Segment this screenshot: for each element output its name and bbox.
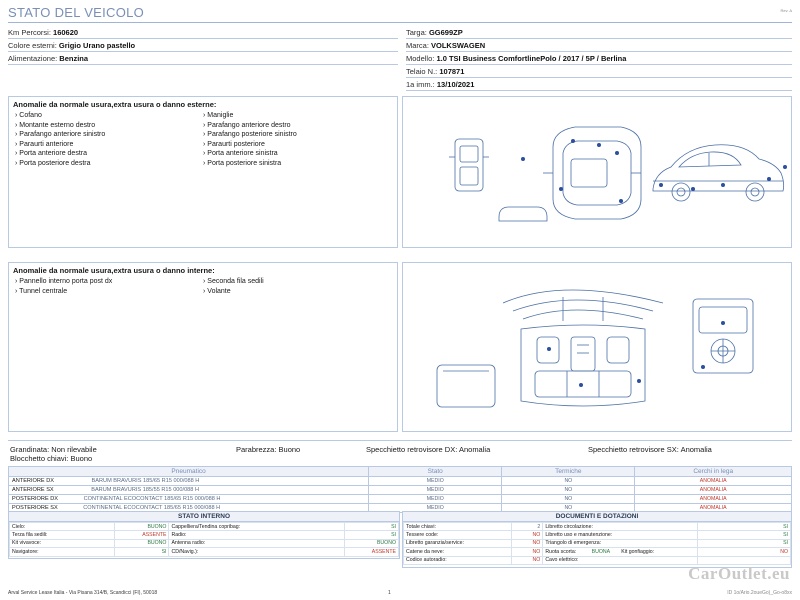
exterior-anomalies-list	[9, 111, 397, 169]
field-value: NO	[512, 556, 543, 564]
stato-interno-title: STATO INTERNO	[9, 512, 399, 522]
field-label: Libretto garanzia/service:	[404, 539, 512, 547]
info-label: Alimentazione:	[8, 54, 58, 63]
tyre-cerchi: ANOMALIA	[635, 495, 792, 504]
field-label: Totale chiavi:	[404, 523, 512, 531]
tyre-position: ANTERIORE DX	[12, 478, 54, 484]
note-value: Buono	[278, 445, 301, 454]
info-value: 1.0 TSI Business ComfortlinePolo / 2017 / 5P / Berlina	[436, 54, 627, 63]
header-divider	[8, 22, 792, 23]
note-value: Non rilevabile	[51, 445, 97, 454]
interior-diagram-svg	[403, 263, 792, 432]
note-specchietto-dx	[366, 445, 490, 454]
table-row	[10, 548, 399, 556]
documenti-title: DOCUMENTI E DOTAZIONI	[403, 512, 791, 522]
field-value: ASSENTE	[115, 531, 169, 539]
info-value: 160620	[53, 28, 79, 37]
field-label: Navigatore:	[10, 548, 115, 556]
field-value: ASSENTE	[344, 548, 398, 556]
exterior-vehicle-diagram	[402, 96, 792, 248]
interior-anomalies-box	[8, 262, 398, 432]
field-value: BUONO	[344, 539, 398, 547]
info-row	[406, 52, 792, 65]
field-value: SI	[698, 539, 791, 547]
table-row	[10, 531, 399, 539]
note-specchietto-sx	[588, 445, 712, 454]
field-label: Libretto circolazione:	[543, 523, 698, 531]
tyre-stato: MEDIO	[369, 495, 502, 504]
field-value: NO	[512, 539, 543, 547]
field-label	[543, 548, 698, 556]
info-label: Targa:	[406, 28, 427, 37]
note-value: Anomalia	[680, 445, 712, 454]
vehicle-info-left	[8, 26, 398, 65]
note-label: Blocchetto chiavi:	[10, 454, 69, 463]
info-value: Grigio Urano pastello	[58, 41, 136, 50]
note-label: Parabrezza:	[236, 445, 277, 454]
page-title: STATO DEL VEICOLO	[8, 5, 145, 20]
info-value: VOLKSWAGEN	[431, 41, 486, 50]
field-value: BUONO	[115, 539, 169, 547]
table-row	[9, 486, 792, 495]
tyre-spec: BARUM BRAVURIS 185/65 R15 000/088 H	[91, 478, 200, 484]
tyre-spec: BARUM BRAVURIS 185/55 R15 000/088 H	[91, 487, 200, 493]
note-parabrezza	[236, 445, 300, 454]
col-termiche: Termiche	[502, 467, 635, 477]
info-row	[8, 39, 398, 52]
table-row	[10, 539, 399, 547]
field-label: Cavo elettrico:	[543, 556, 698, 564]
footer-doc-id: ID 1o/Ario.2oueGo)_Go-o8xx	[727, 590, 792, 596]
list-item: › Montante esterno destro	[15, 121, 203, 131]
tyre-termiche: NO	[502, 477, 635, 486]
field-label: Antenna radio:	[169, 539, 344, 547]
tyre-cerchi: ANOMALIA	[635, 504, 792, 513]
header	[8, 4, 792, 22]
col-cerchi: Cerchi in lega	[635, 467, 792, 477]
tyre-stato: MEDIO	[369, 477, 502, 486]
tyre-stato: MEDIO	[369, 504, 502, 513]
note-label: Specchietto retrovisore DX:	[366, 445, 458, 454]
interior-vehicle-diagram	[402, 262, 792, 432]
info-value: 13/10/2021	[436, 80, 475, 89]
field-value: SI	[115, 548, 169, 556]
note-value: Buono	[70, 454, 93, 463]
vehicle-info-right	[406, 26, 792, 91]
field-label: Cielo:	[10, 523, 115, 531]
info-row	[8, 52, 398, 65]
tyre-termiche: NO	[502, 495, 635, 504]
field-value: SI	[344, 523, 398, 531]
exterior-diagram-svg	[403, 97, 792, 248]
field-label: Tessere code:	[404, 531, 512, 539]
field-label: Kit vivavoce:	[10, 539, 115, 547]
list-item: › Volante	[203, 287, 391, 297]
info-label: Modello:	[406, 54, 435, 63]
table-row	[404, 539, 791, 547]
note-label: Grandinata:	[10, 445, 50, 454]
table-row	[404, 523, 791, 531]
info-row	[406, 39, 792, 52]
col-pneumatico: Pneumatico	[9, 467, 369, 477]
list-item: › Parafango anteriore destro	[203, 121, 391, 131]
field-label: Libretto uso e manutenzione:	[543, 531, 698, 539]
field-label: CD/Navig.):	[169, 548, 344, 556]
table-row	[10, 523, 399, 531]
tyre-stato: MEDIO	[369, 486, 502, 495]
footer-left: Arval Service Lease Italia - Via Pisana 314/B, Scandicci (FI), 50018	[8, 590, 158, 596]
field-value: NO	[698, 548, 791, 556]
info-value: 107871	[439, 67, 465, 76]
table-row	[9, 495, 792, 504]
col-stato: Stato	[369, 467, 502, 477]
tyre-spec: CONTINENTAL ECOCONTACT 185/65 R15 000/088 H	[83, 505, 221, 511]
info-label: Marca:	[406, 41, 429, 50]
info-row	[406, 65, 792, 78]
tyre-termiche: NO	[502, 486, 635, 495]
tyre-cell	[9, 477, 369, 486]
tyre-position: POSTERIORE SX	[12, 505, 58, 511]
footer	[8, 590, 792, 596]
list-item: › Pannello interno porta post dx	[15, 277, 203, 287]
list-item: › Tunnel centrale	[15, 287, 203, 297]
tyre-cell	[9, 495, 369, 504]
tyre-cell	[9, 486, 369, 495]
field-label-text: Ruota scorta:	[545, 548, 577, 555]
list-item: › Porta anteriore sinistra	[203, 149, 391, 159]
page-number: 1	[388, 590, 391, 596]
tyres-table	[8, 466, 792, 513]
list-item: › Cofano	[15, 111, 203, 121]
list-item: › Porta posteriore sinistra	[203, 159, 391, 169]
list-item: › Parafango anteriore sinistro	[15, 130, 203, 140]
list-item: › Porta anteriore destra	[15, 149, 203, 159]
field-value: NO	[512, 531, 543, 539]
list-item: › Maniglie	[203, 111, 391, 121]
tyre-cerchi: ANOMALIA	[635, 486, 792, 495]
documenti-dotazioni-panel	[402, 511, 792, 568]
list-item: › Parafango posteriore sinistro	[203, 130, 391, 140]
field-label: Catene da neve:	[404, 548, 512, 556]
stato-interno-panel	[8, 511, 400, 559]
field-value: 2	[512, 523, 543, 531]
field-value: BUONO	[115, 523, 169, 531]
info-label: Telaio N.:	[406, 67, 438, 76]
table-header-row	[9, 467, 792, 477]
tyre-spec: CONTINENTAL ECOCONTACT 185/65 R15 000/088 H	[83, 496, 221, 502]
field-label: Triangolo di emergenza:	[543, 539, 698, 547]
info-label: Colore esterni:	[8, 41, 57, 50]
info-label: 1a imm.:	[406, 80, 435, 89]
info-value: GG699ZP	[428, 28, 463, 37]
field-label: Radio:	[169, 531, 344, 539]
note-grandinata	[10, 445, 97, 454]
table-row	[404, 548, 791, 556]
info-row	[8, 26, 398, 39]
vehicle-info	[8, 26, 792, 89]
list-item: › Seconda fila sedili	[203, 277, 391, 287]
list-item: › Paraurti posteriore	[203, 140, 391, 150]
info-row	[406, 78, 792, 91]
field-value: NO	[512, 548, 543, 556]
field-value-inline: BUONA	[591, 548, 610, 555]
tyre-cerchi: ANOMALIA	[635, 477, 792, 486]
interior-anomalies-title: Anomalie da normale usura,extra usura o danno interne:	[13, 266, 215, 275]
tyre-position: POSTERIORE DX	[12, 496, 59, 502]
exterior-anomalies-title: Anomalie da normale usura,extra usura o danno esterne:	[13, 100, 217, 109]
tyre-position: ANTERIORE SX	[12, 487, 54, 493]
list-item: › Porta posteriore destra	[15, 159, 203, 169]
list-item: › Paraurti anteriore	[15, 140, 203, 150]
table-row	[404, 531, 791, 539]
tyre-termiche: NO	[502, 504, 635, 513]
field-label: Cappelliera/Tendina copribag:	[169, 523, 344, 531]
field-value: SI	[698, 531, 791, 539]
field-label: Terza fila sedili:	[10, 531, 115, 539]
field-value: SI	[344, 531, 398, 539]
watermark: CarOutlet.eu	[688, 564, 790, 583]
table-row	[9, 477, 792, 486]
interior-anomalies-list	[9, 277, 397, 296]
revision-label: Rev. A	[780, 8, 792, 13]
note-blocchetto-chiavi	[10, 454, 92, 463]
field-label-secondary: Kit gonfiaggio:	[621, 548, 655, 555]
info-row	[406, 26, 792, 39]
note-value: Anomalia	[458, 445, 491, 454]
field-label: Codice autoradio:	[404, 556, 512, 564]
note-label: Specchietto retrovisore SX:	[588, 445, 679, 454]
exterior-anomalies-box	[8, 96, 398, 248]
field-value: SI	[698, 523, 791, 531]
info-value: Benzina	[59, 54, 89, 63]
info-label: Km Percorsi:	[8, 28, 51, 37]
